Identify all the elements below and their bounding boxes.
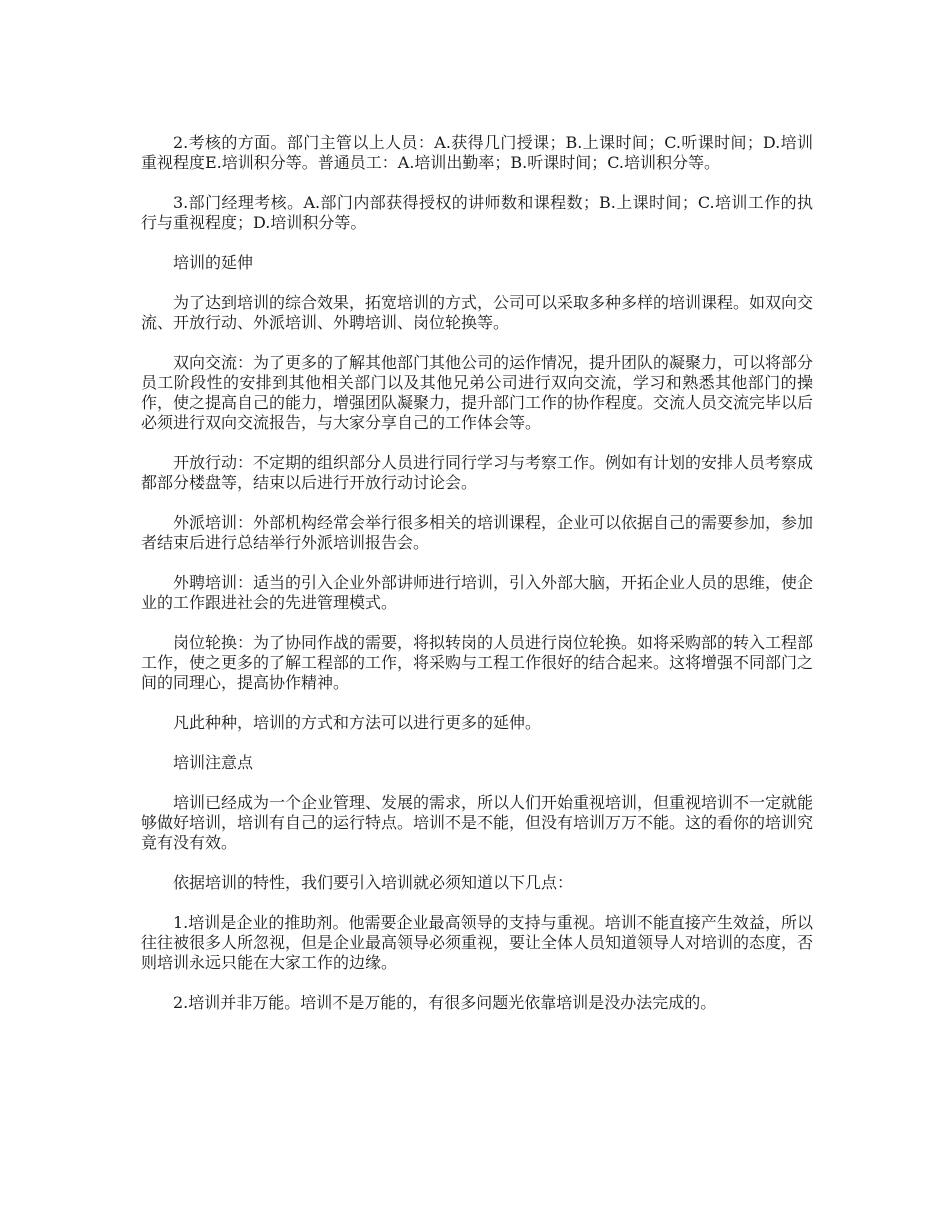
paragraph-assessment-aspects: 2.考核的方面。部门主管以上人员：A.获得几门授课；B.上课时间；C.听课时间；D.培训重视程度E.培训积分等。普通员工：A.培训出勤率；B.听课时间；C.培训积分等。 [141,133,813,172]
paragraph-note-2: 2.培训并非万能。培训不是万能的，有很多问题光依靠培训是没办法完成的。 [173,993,717,1012]
paragraph-manager-assessment: 3.部门经理考核。A.部门内部获得授权的讲师数和课程数；B.上课时间；C.培训工作的执行与重视程度；D.培训积分等。 [141,193,813,232]
document-body [141,133,813,1033]
paragraph-open-action: 开放行动：不定期的组织部分人员进行同行学习与考察工作。例如有计划的安排人员考察成都部分楼盘等，结束以后进行开放行动讨论会。 [141,453,814,492]
paragraph-external-training: 外派培训：外部机构经常会举行很多相关的培训课程，企业可以依据自己的需要参加，参加者结束后进行总结举行外派培训报告会。 [141,513,814,552]
section-heading-training-extension: 培训的延伸 [173,253,254,272]
section-heading-training-notes: 培训注意点 [173,753,254,772]
paragraph-hired-trainers: 外聘培训：适当的引入企业外部讲师进行培训，引入外部大脑，开拓企业人员的思维，使企业的工作跟进社会的先进管理模式。 [141,573,814,612]
paragraph-note-1: 1.培训是企业的推助剂。他需要企业最高领导的支持与重视。培训不能直接产生效益，所以往往被很多人所忽视，但是企业最高领导必须重视，要让全体人员知道领导人对培训的态度，否则培训永远只能在大家工作的边缘。 [141,913,814,972]
paragraph-training-characteristics: 依据培训的特性，我们要引入培训就必须知道以下几点： [173,873,574,892]
paragraph-extension-summary: 凡此种种，培训的方式和方法可以进行更多的延伸。 [173,713,542,732]
paragraph-training-methods: 为了达到培训的综合效果，拓宽培训的方式，公司可以采取多种多样的培训课程。如双向交流、开放行动、外派培训、外聘培训、岗位轮换等。 [141,293,814,332]
paragraph-two-way-exchange: 双向交流：为了更多的了解其他部门其他公司的运作情况，提升团队的凝聚力，可以将部分员工阶段性的安排到其他相关部门以及其他兄弟公司进行双向交流，学习和熟悉其他部门的操作，使之提高自己的能力，增强团队凝聚力，提升部门工作的协作程度。交流人员交流完毕以后必须进行双向交流报告，与大家分享自己的工作体会等。 [141,353,814,432]
paragraph-training-importance: 培训已经成为一个企业管理、发展的需求，所以人们开始重视培训，但重视培训不一定就能够做好培训，培训有自己的运行特点。培训不是不能，但没有培训万万不能。这的看你的培训究竟有没有效。 [141,793,814,852]
paragraph-job-rotation: 岗位轮换：为了协同作战的需要，将拟转岗的人员进行岗位轮换。如将采购部的转入工程部工作，使之更多的了解工程部的工作，将采购与工程工作很好的结合起来。这将增强不同部门之间的同理心，提高协作精神。 [141,633,814,692]
